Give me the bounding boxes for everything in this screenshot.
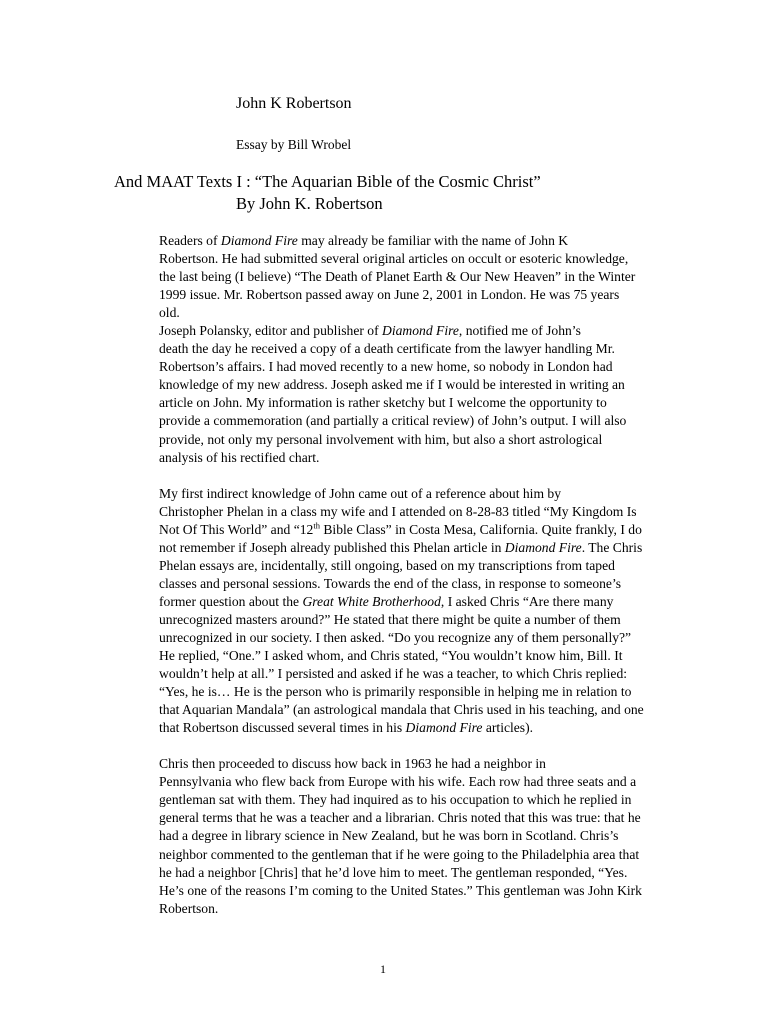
text-line: He replied, “One.” I asked whom, and Chris stated, “You wouldn’t know him, Bill. It (159, 648, 623, 664)
publication-name: Diamond Fire (405, 720, 483, 736)
text-line: Pennsylvania who flew back from Europe with his wife. Each row had three seats and a (159, 774, 637, 790)
text-line: general terms that he was a teacher and a librarian. Chris noted that this was true: that he (159, 810, 641, 826)
text-line: Robertson. He had submitted several original articles on occult or esoteric knowledge, (159, 251, 629, 267)
text-line: wouldn’t help at all.” I persisted and asked if he was a teacher, to which Chris replied: (159, 666, 628, 682)
text-line: had a degree in library science in New Zealand, but he was born in Scotland. Chris’s (159, 828, 619, 844)
text-line: 1999 issue. Mr. Robertson passed away on June 2, 2001 in London. He was 75 years (159, 287, 620, 303)
article-title: And MAAT Texts I : “The Aquarian Bible of the Cosmic Christ” (114, 172, 541, 191)
text-line: Robertson. (159, 900, 219, 916)
text-line: unrecognized in our society. I then asked. “Do you recognize any of them personally?” (159, 629, 632, 645)
page-number: 1 (380, 962, 386, 976)
paragraph-2 (114, 322, 654, 466)
publication-name: Diamond Fire (220, 233, 298, 248)
publication-name: Diamond Fire (504, 539, 582, 555)
text-line: Phelan essays are, incidentally, still ongoing, based on my transcriptions from taped (159, 557, 615, 573)
text-line: Readers of Diamond Fire may already be familiar with the name of John K (159, 233, 569, 248)
paragraph-1 (114, 232, 654, 322)
text-line: neighbor commented to the gentleman that if he were going to the Philadelphia area that (159, 846, 640, 862)
text-line: death the day he received a copy of a death certificate from the lawyer handling Mr. (159, 341, 615, 357)
text-line: article on John. My information is rather sketchy but I welcome the opportunity to (159, 395, 607, 411)
article-body (114, 232, 654, 918)
author-heading: John K Robertson (236, 95, 352, 112)
essay-byline: Essay by Bill Wrobel (236, 137, 352, 152)
text-line: “Yes, he is… He is the person who is primarily responsible in helping me in relation to (159, 684, 632, 700)
text-line: gentleman sat with them. They had inquired as to his occupation to which he replied in (159, 792, 632, 808)
paragraph-4 (114, 755, 654, 917)
text-line: Robertson’s affairs. I had moved recently to a new home, so nobody in London had (159, 359, 613, 375)
text-line: former question about the Great White Brotherhood, I asked Chris “Are there many (159, 593, 614, 609)
text-line: Chris then proceeded to discuss how back in 1963 he had a neighbor in (159, 756, 546, 772)
text-line: old. (159, 305, 180, 321)
text-line: Not Of This World” and “12th Bible Class” in Costa Mesa, California. Quite frankly, I do (159, 520, 642, 537)
text-line: Joseph Polansky, editor and publisher of Diamond Fire, notified me of John’s (159, 323, 581, 339)
text-line: he had a neighbor [Chris] that he’d love him to meet. The gentleman responded, “Yes. (159, 864, 628, 880)
publication-name: Diamond Fire (382, 323, 459, 339)
text-line: provide, not only my personal involvement with him, but also a short astrological (159, 431, 603, 447)
text-line: unrecognized masters around?” He stated that there might be quite a number of them (159, 611, 621, 627)
text-line: that Robertson discussed several times in his Diamond Fire articles). (159, 720, 534, 736)
text-line: the last being (I believe) “The Death of Planet Earth & Our New Heaven” in the Winter (159, 269, 636, 285)
text-line: knowledge of my new address. Joseph asked me if I would be interested in writing an (159, 377, 625, 393)
text-line: Christopher Phelan in a class my wife and I attended on 8-28-83 titled “My Kingdom Is (159, 503, 637, 519)
text-line: He’s one of the reasons I’m coming to the United States.” This gentleman was John Kirk (159, 882, 642, 898)
text-line: provide a commemoration (and partially a critical review) of John’s output. I will also (159, 413, 627, 429)
text-line: My first indirect knowledge of John came out of a reference about him by (159, 485, 562, 501)
paragraph-3 (114, 485, 654, 738)
text-line: classes and personal sessions. Towards the end of the class, in response to someone’s (159, 575, 622, 591)
text-line: that Aquarian Mandala” (an astrological mandala that Chris used in his teaching, and one (159, 702, 644, 718)
ordinal-suffix: th (313, 520, 320, 531)
article-title-byline: By John K. Robertson (236, 194, 383, 213)
organization-name: Great White Brotherhood (302, 593, 441, 609)
text-line: not remember if Joseph already published this Phelan article in Diamond Fire. The Chris (159, 539, 643, 555)
text-line: analysis of his rectified chart. (159, 449, 320, 465)
